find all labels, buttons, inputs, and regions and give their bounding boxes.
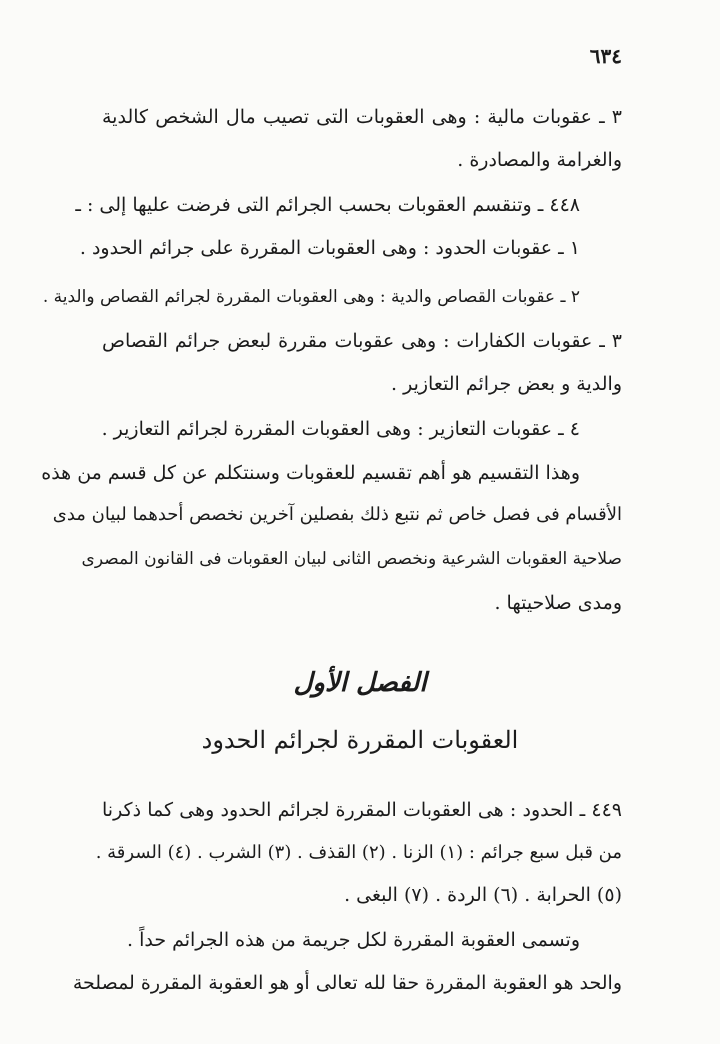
text-line-4: ١ ـ عقوبات الحدود : وهى العقوبات المقررة على جرائم الحدود . [79, 237, 580, 259]
text-line-5: ٢ ـ عقوبات القصاص والدية : وهى العقوبات المقررة لجرائم القصاص والدية . [42, 287, 580, 307]
text-line-16: وتسمى العقوبة المقررة لكل جريمة من هذه الجرائم حداً . [126, 929, 580, 951]
text-line-7: والدية و بعض جرائم التعازير . [391, 373, 622, 395]
text-line-14: من قبل سبع جرائم : (١) الزنا . (٢) القذف . (٣) الشرب . (٤) السرقة . [95, 842, 622, 863]
chapter-title: الفصل الأول [293, 668, 427, 698]
text-line-1: ٣ ـ عقوبات مالية : وهى العقوبات التى تصيب مال الشخص كالدية [102, 106, 622, 128]
text-line-2: والغرامة والمصادرة . [457, 149, 622, 171]
text-line-12: ومدى صلاحيتها . [494, 592, 622, 614]
text-line-6: ٣ ـ عقوبات الكفارات : وهى عقوبات مقررة لبعض جرائم القصاص [102, 330, 622, 352]
text-line-11: صلاحية العقوبات الشرعية ونخصص الثانى لبيان العقوبات فى القانون المصرى [81, 549, 622, 569]
text-line-13: ٤٤٩ ـ الحدود : هى العقوبات المقررة لجرائم الحدود وهى كما ذكرنا [102, 799, 622, 821]
page-number: ٦٣٤ [589, 44, 622, 68]
text-line-17: والحد هو العقوبة المقررة حقا لله تعالى أو هو العقوبة المقررة لمصلحة [72, 972, 622, 994]
text-line-10: الأقسام فى فصل خاص ثم نتبع ذلك بفصلين آخرين نخصص أحدهما لبيان مدى [52, 504, 622, 525]
chapter-subtitle: العقوبات المقررة لجرائم الحدود [201, 726, 519, 754]
text-line-8: ٤ ـ عقوبات التعازير : وهى العقوبات المقررة لجرائم التعازير . [101, 418, 580, 440]
text-line-9: وهذا التقسيم هو أهم تقسيم للعقوبات وسنتكلم عن كل قسم من هذه [41, 462, 580, 484]
text-line-3: ٤٤٨ ـ وتنقسم العقوبات بحسب الجرائم التى فرضت عليها إلى : ـ [75, 194, 580, 216]
text-line-15: (٥) الحرابة . (٦) الردة . (٧) البغى . [344, 884, 622, 906]
